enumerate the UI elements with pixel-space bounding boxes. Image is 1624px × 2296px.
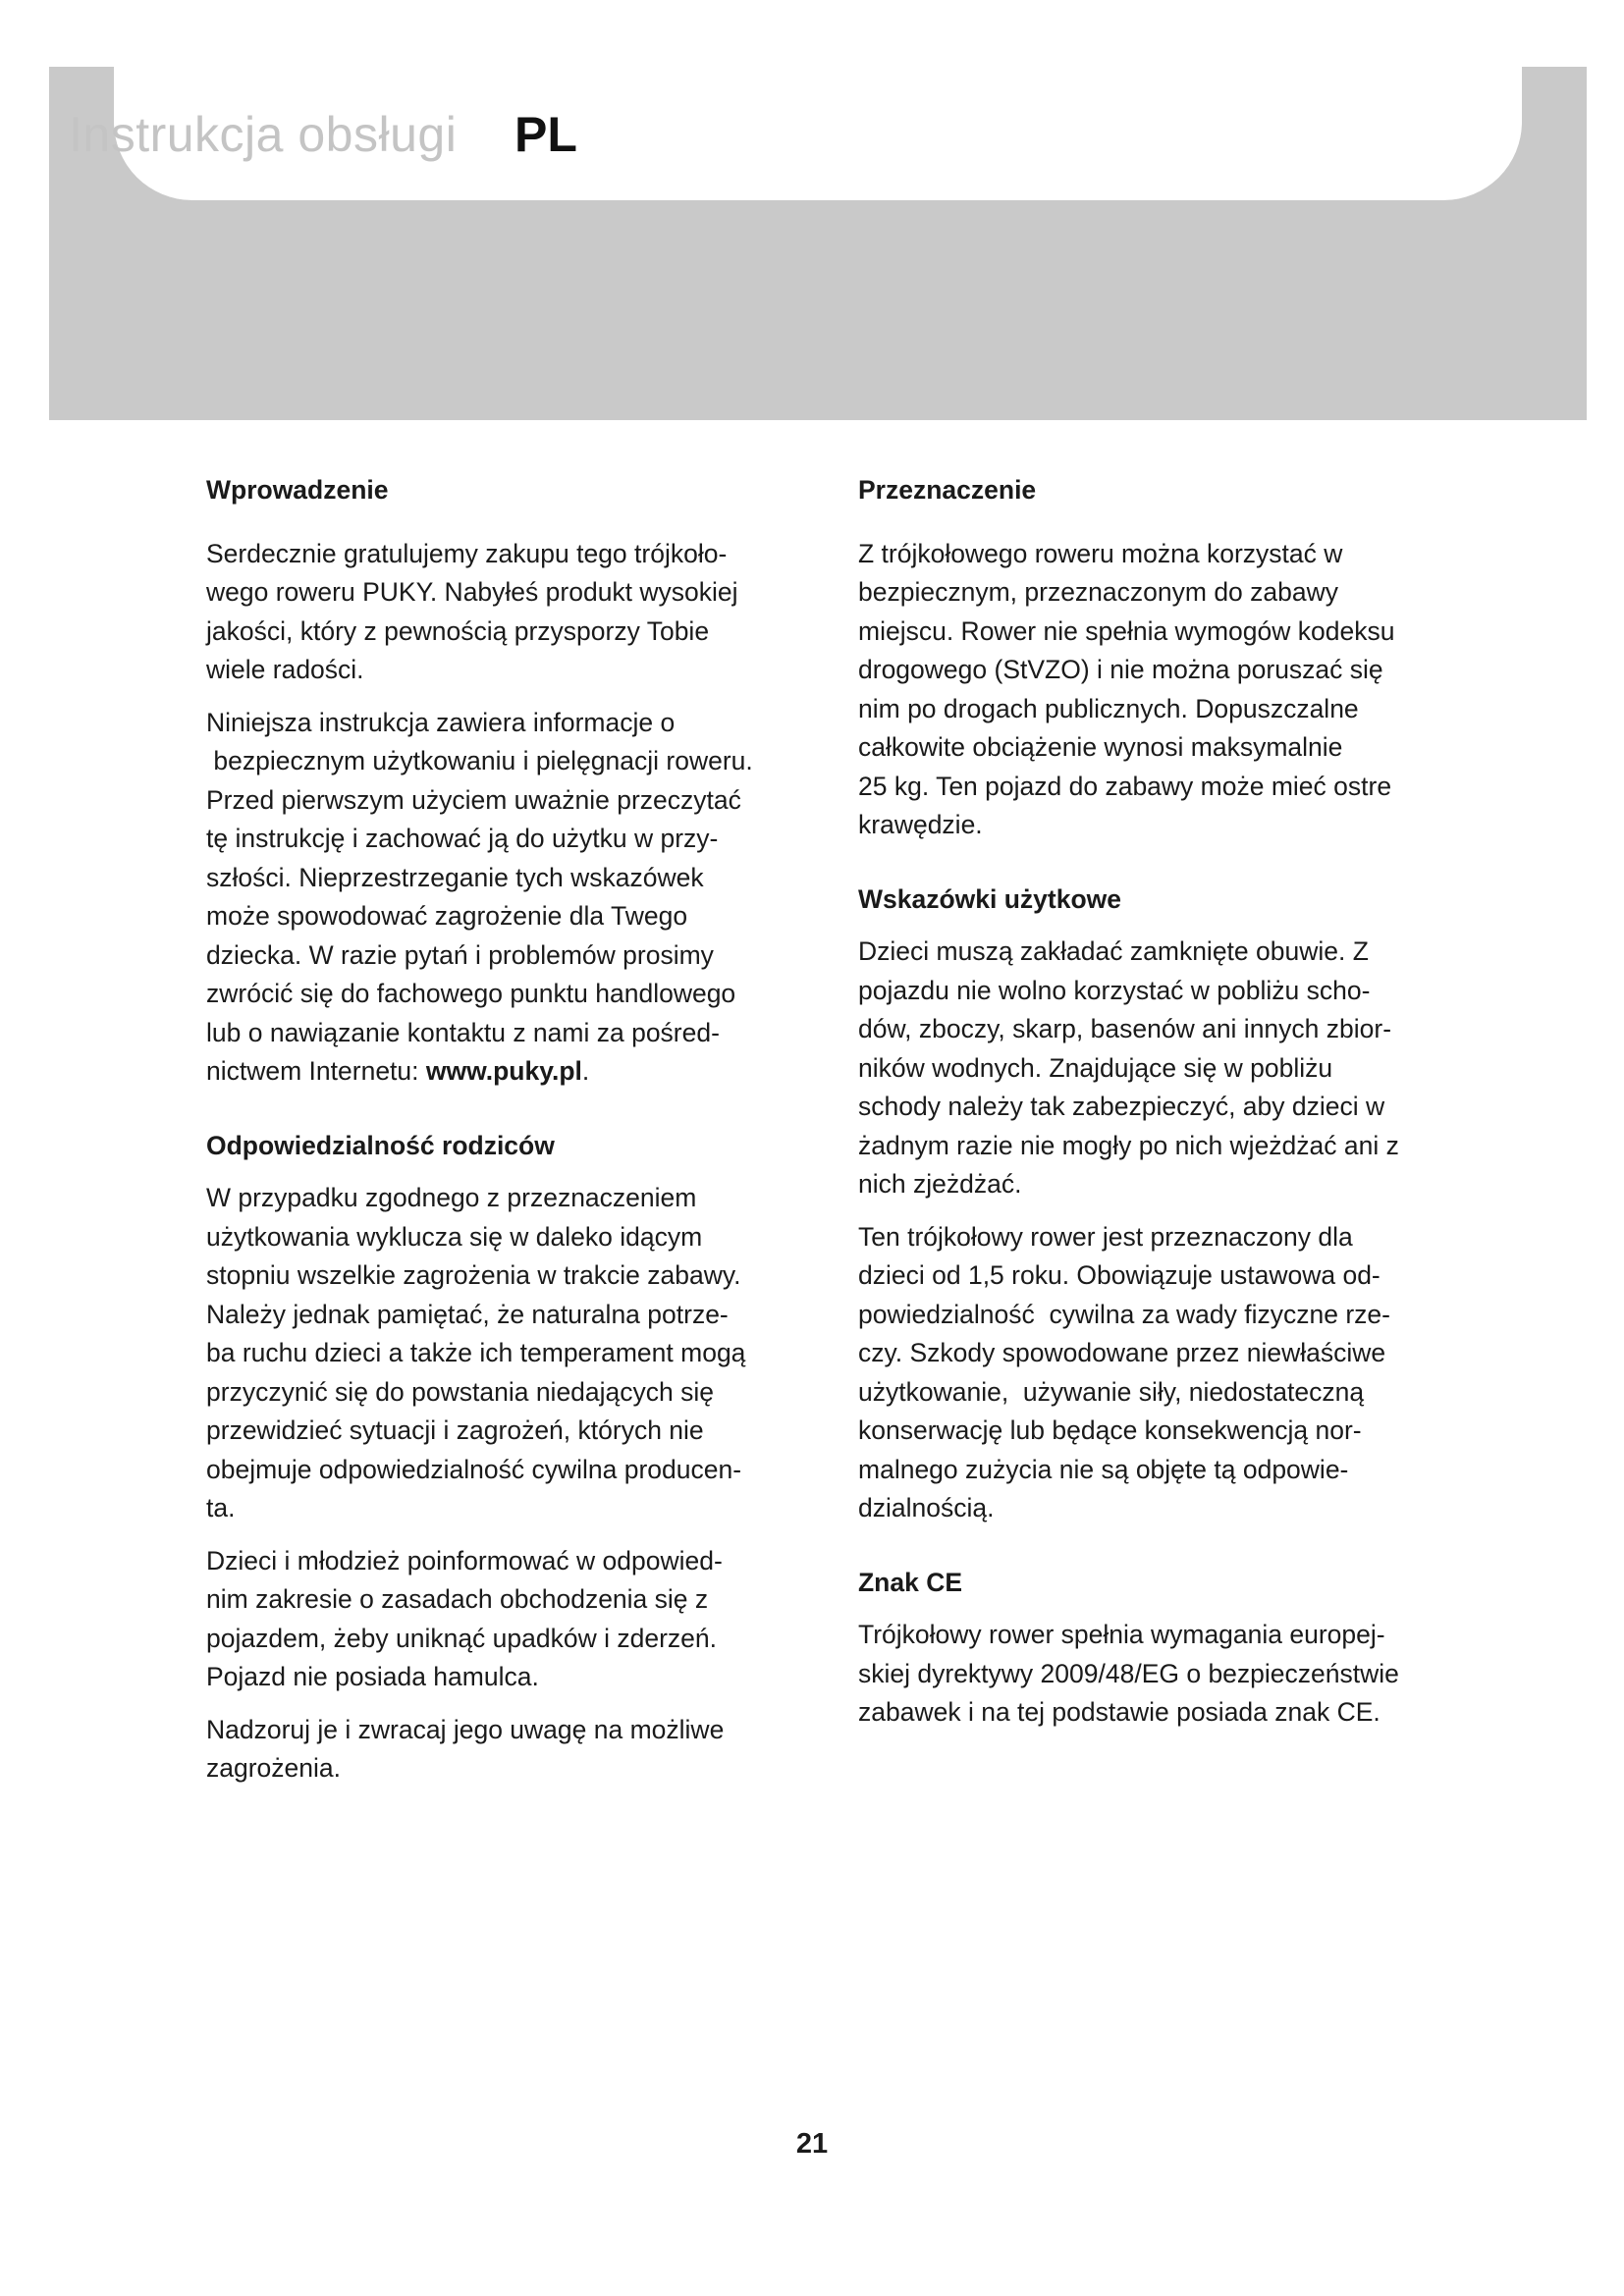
text-line: przyczynić się do powstania niedających się (206, 1376, 715, 1407)
text-line: żadnym razie nie mogły po nich wjeżdżać ani z (858, 1130, 1399, 1160)
text-line: użytkowanie, używanie siły, niedostateczną (858, 1376, 1365, 1407)
text-line: Ten trójkołowy rower jest przeznaczony dla (858, 1221, 1353, 1252)
intended-use-paragraph (858, 535, 1467, 845)
text-line: ników wodnych. Znajdujące się w pobliżu (858, 1052, 1333, 1083)
text-line: malnego zużycia nie są objęte tą odpowie- (858, 1454, 1349, 1484)
text-line: ta. (206, 1493, 236, 1522)
heading-introduction: Wprowadzenie (206, 475, 389, 505)
text-line: zwrócić się do fachowego punktu handlowego (206, 979, 736, 1008)
heading-usage-notes: Wskazówki użytkowe (858, 883, 1122, 914)
text-line: pojazdu nie wolno korzystać w pobliżu scho- (858, 975, 1371, 1005)
text-line: obejmuje odpowiedzialność cywilna producen- (206, 1454, 742, 1484)
right-column (858, 471, 1467, 1733)
intro-paragraph-2-suffix: . (581, 1056, 590, 1086)
text-line: ba ruchu dzieci a także ich temperament mogą (206, 1338, 746, 1367)
text-line: Niniejsza instrukcja zawiera informacje o (206, 707, 676, 737)
text-line: wiele radości. (206, 655, 364, 684)
text-line: bezpiecznym, przeznaczonym do zabawy (858, 577, 1339, 607)
text-line: całkowite obciążenie wynosi maksymalnie (858, 732, 1343, 762)
text-line: Serdecznie gratulujemy zakupu tego trójkoło- (206, 538, 728, 568)
intro-paragraph-2-text (206, 708, 753, 1047)
text-line: skiej dyrektywy 2009/48/EG o bezpieczeństwie (858, 1658, 1399, 1688)
text-line: 25 kg. Ten pojazd do zabawy może mieć ostre (858, 771, 1392, 801)
heading-intended-use: Przeznaczenie (858, 475, 1037, 505)
text-line: czy. Szkody spowodowane przez niewłaściwe (858, 1338, 1386, 1367)
intro-paragraph-2-prefix: nictwem Internetu: (206, 1056, 426, 1086)
text-line: jakości, który z pewnością przysporzy Tobie (206, 615, 710, 646)
text-line: drogowego (StVZO) i nie można poruszać się (858, 655, 1383, 684)
text-line: Pojazd nie posiada hamulca. (206, 1662, 539, 1691)
text-line: zagrożenia. (206, 1753, 342, 1783)
text-line: lub o nawiązanie kontaktu z nami za pośred- (206, 1017, 720, 1047)
text-line: zabawek i na tej podstawie posiada znak CE. (858, 1697, 1380, 1727)
text-line: dów, zboczy, skarp, basenów ani innych zbior- (858, 1014, 1392, 1043)
text-line: nim zakresie o zasadach obchodzenia się z (206, 1584, 709, 1614)
page-number: 21 (795, 2128, 829, 2160)
text-line: powiedzialność cywilna za wady fizyczne rze- (858, 1299, 1390, 1329)
heading-ce-mark: Znak CE (858, 1567, 963, 1597)
text-line: Przed pierwszym użyciem uważnie przeczytać (206, 784, 741, 815)
text-line: wego roweru PUKY. Nabyłeś produkt wysokiej (206, 577, 738, 607)
text-line: użytkowania wyklucza się w daleko idącym (206, 1221, 703, 1252)
text-line: może spowodować zagrożenie dla Twego (206, 901, 688, 931)
manual-title: Instrukcja obsługi (69, 107, 458, 162)
text-line: Z trójkołowego roweru można korzystać w (858, 538, 1343, 568)
text-line: Trójkołowy rower spełnia wymagania europej- (858, 1620, 1385, 1649)
text-line: miejscu. Rower nie spełnia wymogów kodeksu (858, 615, 1395, 646)
text-line: Dzieci i młodzież poinformować w odpowied- (206, 1545, 723, 1575)
text-line: W przypadku zgodnego z przeznaczeniem (206, 1183, 697, 1212)
intro-paragraph-1 (206, 535, 815, 690)
ce-mark-paragraph (858, 1616, 1467, 1733)
text-line: dzieci od 1,5 roku. Obowiązuje ustawowa od- (858, 1260, 1380, 1290)
usage-notes-paragraph-1 (858, 933, 1467, 1204)
text-line: konserwację lub będące konsekwencją nor- (858, 1415, 1362, 1445)
text-line: Dzieci muszą zakładać zamknięte obuwie. Z (858, 936, 1369, 966)
responsibility-paragraph-3 (206, 1711, 815, 1789)
text-line: pojazdem, żeby uniknąć upadków i zderzeń. (206, 1623, 717, 1653)
left-column (206, 471, 815, 1789)
text-line: Należy jednak pamiętać, że naturalna potrze- (206, 1299, 729, 1329)
text-line: dziecka. W razie pytań i problemów prosimy (206, 939, 714, 970)
language-code: PL (514, 107, 577, 162)
text-line: krawędzie. (858, 810, 983, 839)
usage-notes-paragraph-2 (858, 1218, 1467, 1528)
responsibility-paragraph-2 (206, 1542, 815, 1697)
text-line: stopniu wszelkie zagrożenia w trakcie zabawy. (206, 1260, 741, 1290)
responsibility-paragraph-1 (206, 1179, 815, 1528)
text-line: Nadzoruj je i zwracaj jego uwagę na możliwe (206, 1714, 725, 1744)
heading-parental-responsibility: Odpowiedzialność rodziców (206, 1130, 555, 1160)
text-line: nich zjeżdżać. (858, 1169, 1022, 1199)
text-line: dzialnością. (858, 1493, 995, 1522)
text-line: schody należy tak zabezpieczyć, aby dzieci w (858, 1092, 1385, 1121)
text-line: bezpiecznym użytkowaniu i pielęgnacji roweru. (206, 746, 753, 775)
text-line: szłości. Nieprzestrzeganie tych wskazówek (206, 862, 704, 892)
website-link[interactable]: www.puky.pl (425, 1056, 582, 1086)
text-line: tę instrukcję i zachować ją do użytku w przy- (206, 824, 719, 853)
text-line: przewidzieć sytuacji i zagrożeń, których nie (206, 1415, 704, 1445)
text-line: nim po drogach publicznych. Dopuszczalne (858, 693, 1359, 723)
intro-paragraph-2 (206, 704, 815, 1092)
